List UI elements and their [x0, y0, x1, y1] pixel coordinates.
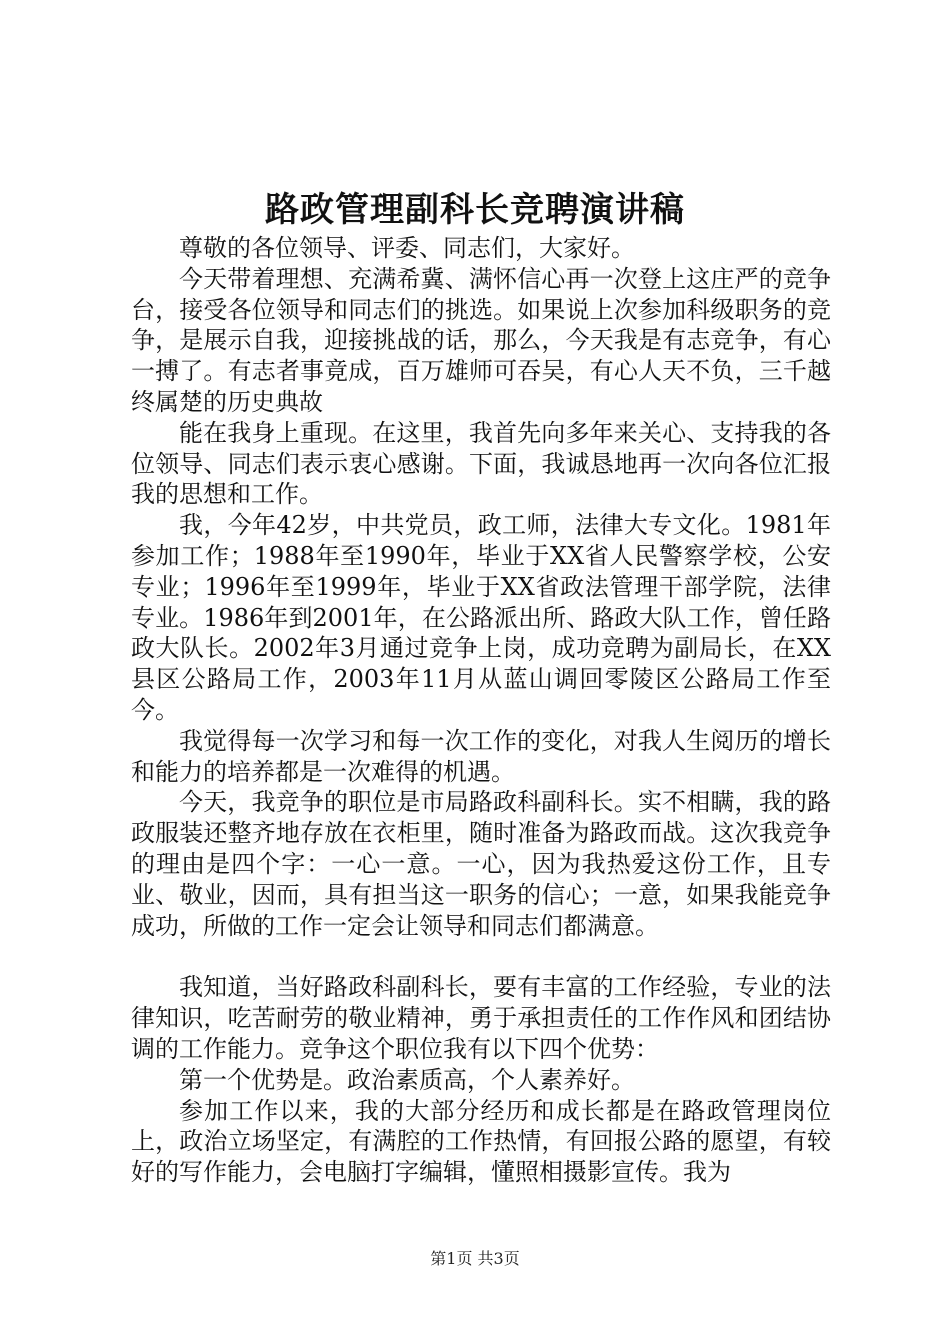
- paragraph-requirements: 我知道，当好路政科副科长，要有丰富的工作经验，专业的法律知识，吃苦耐劳的敬业精神，勇于承担责任的工作作风和团结协调的工作能力。竞争这个职位我有以下四个优势：: [131, 973, 831, 1063]
- paragraph-position: 今天，我竞争的职位是市局路政科副科长。实不相瞒，我的路政服装还整齐地存放在衣柜里，随时准备为路政而战。这次我竞争的理由是四个字：一心一意。一心，因为我热爱这份工作，且专业、敬业，因而，具有担当这一职务的信心；一意，如果我能竞争成功，所做的工作一定会让领导和同志们都满意。: [131, 788, 831, 940]
- paragraph-career: 参加工作以来，我的大部分经历和成长都是在路政管理岗位上，政治立场坚定，有满腔的工作热情，有回报公路的愿望，有较好的写作能力，会电脑打字编辑，懂照相摄影宣传。我为: [131, 1096, 831, 1187]
- page-number-footer: 第1页 共3页: [430, 1249, 520, 1268]
- paragraph-greeting: 尊敬的各位领导、评委、同志们，大家好。: [179, 234, 635, 262]
- paragraph-advantage-one: 第一个优势是。政治素质高，个人素养好。: [179, 1065, 635, 1094]
- document-title: 路政管理副科长竞聘演讲稿: [265, 190, 685, 230]
- paragraph-thanks: 能在我身上重现。在这里，我首先向多年来关心、支持我的各位领导、同志们表示衷心感谢。下面，我诚恳地再一次向各位汇报我的思想和工作。: [131, 418, 831, 509]
- paragraph-background: 我，今年42岁，中共党员，政工师，法律大专文化。1981年参加工作；1988年至1990年，毕业于XX省人民警察学校，公安专业；1996年至1999年，毕业于XX省政法管理干部学院，法律专业。1986年到2001年，在公路派出所、路政大队工作，曾任路政大队长。2002年3月通过竞争上岗，成功竞聘为副局长，在XX县区公路局工作，2003年11月从蓝山调回零陵区公路局工作至今。: [131, 511, 831, 724]
- document-body: [131, 233, 831, 1188]
- paragraph-experience: 我觉得每一次学习和每一次工作的变化，对我人生阅历的增长和能力的培养都是一次难得的机遇。: [131, 726, 831, 786]
- paragraph-opening: 今天带着理想、充满希冀、满怀信心再一次登上这庄严的竞争台，接受各位领导和同志们的挑选。如果说上次参加科级职务的竞争，是展示自我，迎接挑战的话，那么，今天我是有志竞争，有心一搏了。有志者事竟成，百万雄师可吞吴，有心人天不负，三千越终属楚的历史典故: [131, 264, 831, 416]
